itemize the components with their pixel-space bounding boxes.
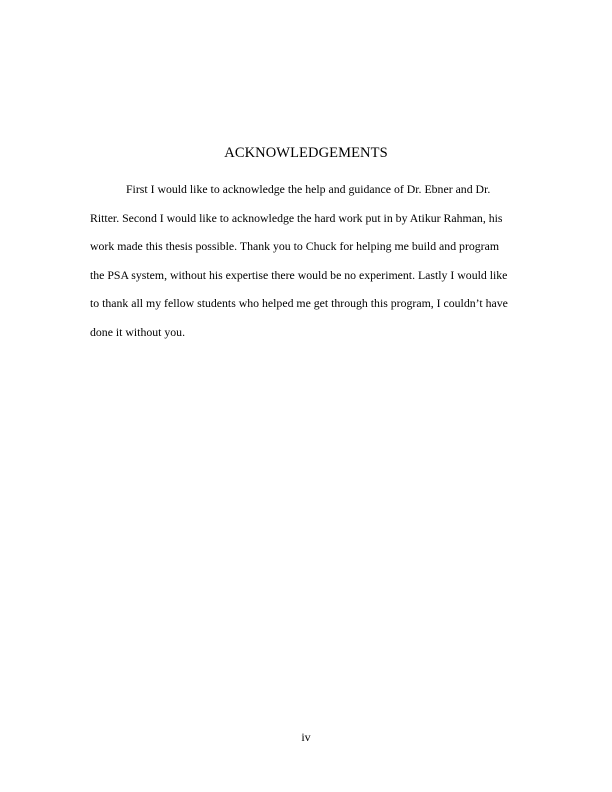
paragraph-line-3: work made this thesis possible. Thank you to Chuck for helping me build and program — [90, 239, 500, 254]
paragraph-line-2: Ritter. Second I would like to acknowledge the hard work put in by Atikur Rahman, his — [90, 210, 503, 225]
page-heading: ACKNOWLEDGEMENTS — [224, 145, 388, 161]
paragraph-line-1: First I would like to acknowledge the help and guidance of Dr. Ebner and Dr. — [126, 182, 491, 196]
paragraph-line-4: the PSA system, without his expertise there would be no experiment. Lastly I would like — [90, 267, 508, 282]
acknowledgement-paragraph — [90, 175, 530, 347]
paragraph-line-6: done it without you. — [90, 324, 186, 339]
paragraph-line-5: to thank all my fellow students who helped me get through this program, I couldn’t have — [90, 296, 508, 311]
page-number: iv — [301, 730, 311, 744]
